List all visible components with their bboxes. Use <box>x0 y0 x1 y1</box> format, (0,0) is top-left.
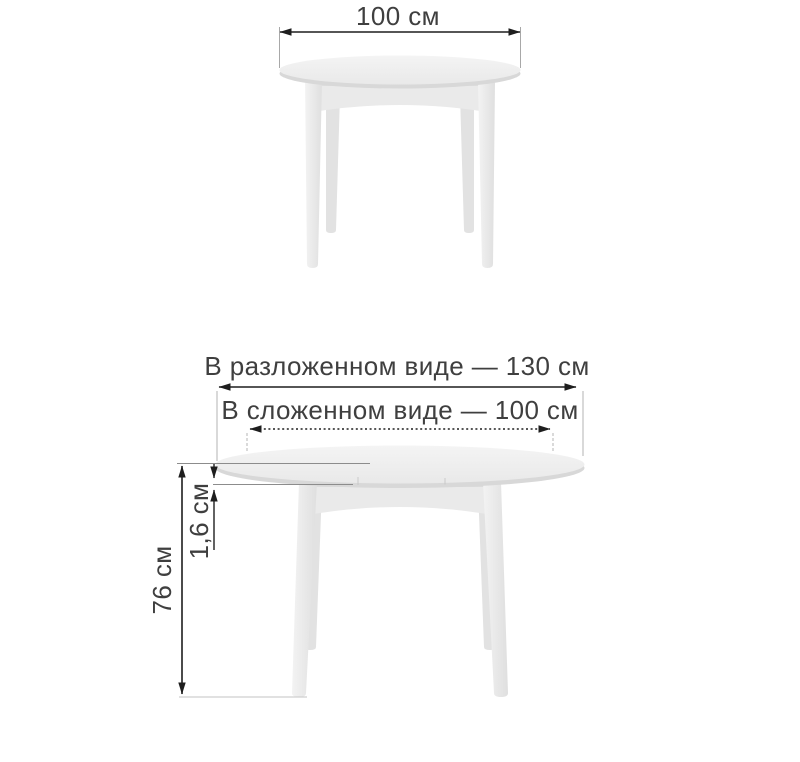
folded-diameter-label: 100 см <box>356 1 440 31</box>
folded-width-label: В сложенном виде — 100 см <box>221 395 579 425</box>
folded-table-figure <box>280 56 521 269</box>
extended-table-top <box>216 446 585 484</box>
folded-table-back-left-leg <box>326 95 340 233</box>
folded-table-top <box>280 56 521 85</box>
extended-table-figure <box>216 446 585 698</box>
folded-table-front-right-leg <box>478 80 495 268</box>
folded-table-front-left-leg <box>305 80 322 268</box>
unfolded-width-label: В разложенном виде — 130 см <box>204 351 590 381</box>
height-label: 76 см <box>147 545 177 615</box>
folded-table-back-right-leg <box>460 95 474 233</box>
thickness-label: 1,6 см <box>184 482 214 560</box>
